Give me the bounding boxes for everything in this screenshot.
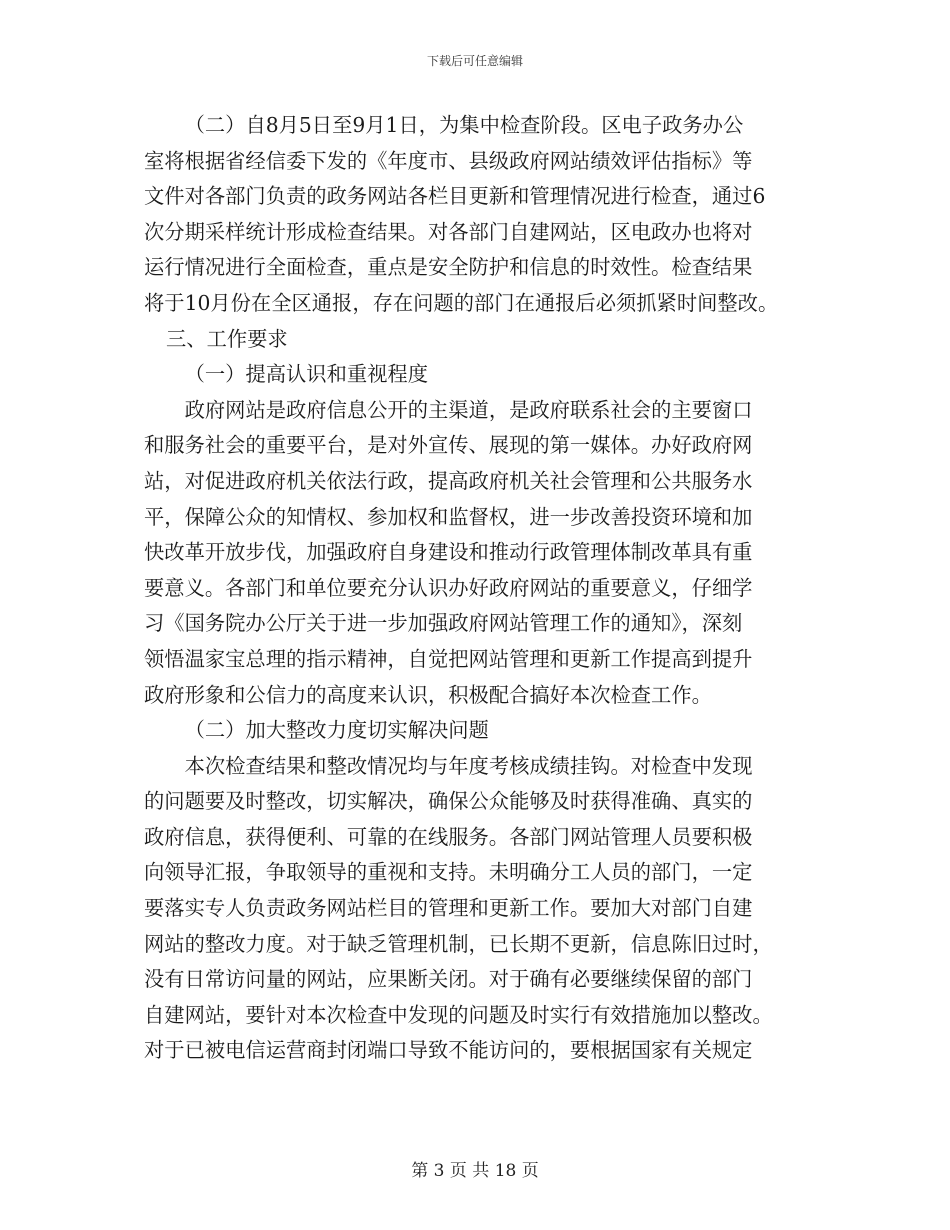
section-heading: 三、工作要求 (166, 326, 288, 351)
paragraph-line: 要落实专人负责政务网站栏目的管理和更新工作。要加大对部门自建 (144, 896, 753, 921)
subsection-heading: （一）提高认识和重视程度 (184, 362, 428, 387)
paragraph-line: 快改革开放步伐，加强政府自身建设和推动行政管理体制改革具有重 (144, 540, 753, 565)
paragraph-line: 对于已被电信运营商封闭端口导致不能访问的，要根据国家有关规定 (144, 1038, 753, 1063)
paragraph-line: 没有日常访问量的网站，应果断关闭。对于确有必要继续保留的部门 (144, 967, 753, 992)
paragraph-line: 领悟温家宝总理的指示精神，自觉把网站管理和更新工作提高到提升 (144, 646, 753, 671)
paragraph-line: （二）自8月5日至9月1日，为集中检查阶段。区电子政务办公 (184, 113, 744, 137)
paragraph-line: 向领导汇报，争取领导的重视和支持。未明确分工人员的部门，一定 (144, 860, 753, 885)
paragraph-line: 政府形象和公信力的高度来认识，积极配合搞好本次检查工作。 (144, 682, 712, 707)
paragraph-line: 文件对各部门负责的政务网站各栏目更新和管理情况进行检查，通过6 (144, 184, 766, 209)
paragraph-line: 网站的整改力度。对于缺乏管理机制，已长期不更新，信息陈旧过时， (144, 931, 773, 956)
paragraph-line: 本次检查结果和整改情况均与年度考核成绩挂钩。对检查中发现 (184, 753, 753, 778)
page-header-note: 下载后可任意编辑 (426, 54, 523, 68)
paragraph-line: 习《国务院办公厅关于进一步加强政府网站管理工作的通知》，深刻 (144, 611, 743, 636)
paragraph-line: 政府信息，获得便利、可靠的在线服务。各部门网站管理人员要积极 (144, 824, 753, 849)
paragraph-line: 的问题要及时整改，切实解决，确保公众能够及时获得准确、真实的 (144, 789, 753, 814)
paragraph-line: 室将根据省经信委下发的《年度市、县级政府网站绩效评估指标》等 (144, 148, 753, 173)
paragraph-line: 运行情况进行全面检查，重点是安全防护和信息的时效性。检查结果 (144, 255, 753, 280)
page-number: 第 3 页 共 18 页 (411, 1161, 539, 1181)
document-body (144, 108, 820, 1069)
subsection-heading: （二）加大整改力度切实解决问题 (184, 718, 489, 743)
paragraph-line: 要意义。各部门和单位要充分认识办好政府网站的重要意义，仔细学 (144, 575, 753, 600)
paragraph-line: 政府网站是政府信息公开的主渠道，是政府联系社会的主要窗口 (184, 397, 753, 422)
paragraph-line: 和服务社会的重要平台，是对外宣传、展现的第一媒体。办好政府网 (144, 433, 753, 458)
paragraph-line: 次分期采样统计形成检查结果。对各部门自建网站，区电政办也将对 (144, 219, 753, 244)
paragraph-line: 自建网站，要针对本次检查中发现的问题及时实行有效措施加以整改。 (144, 1002, 773, 1027)
paragraph-line: 平，保障公众的知情权、参加权和监督权，进一步改善投资环境和加 (144, 504, 753, 529)
paragraph-line: 将于10月份在全区通报，存在问题的部门在通报后必须抓紧时间整改。 (144, 290, 779, 315)
paragraph-line: 站，对促进政府机关依法行政，提高政府机关社会管理和公共服务水 (144, 468, 753, 493)
